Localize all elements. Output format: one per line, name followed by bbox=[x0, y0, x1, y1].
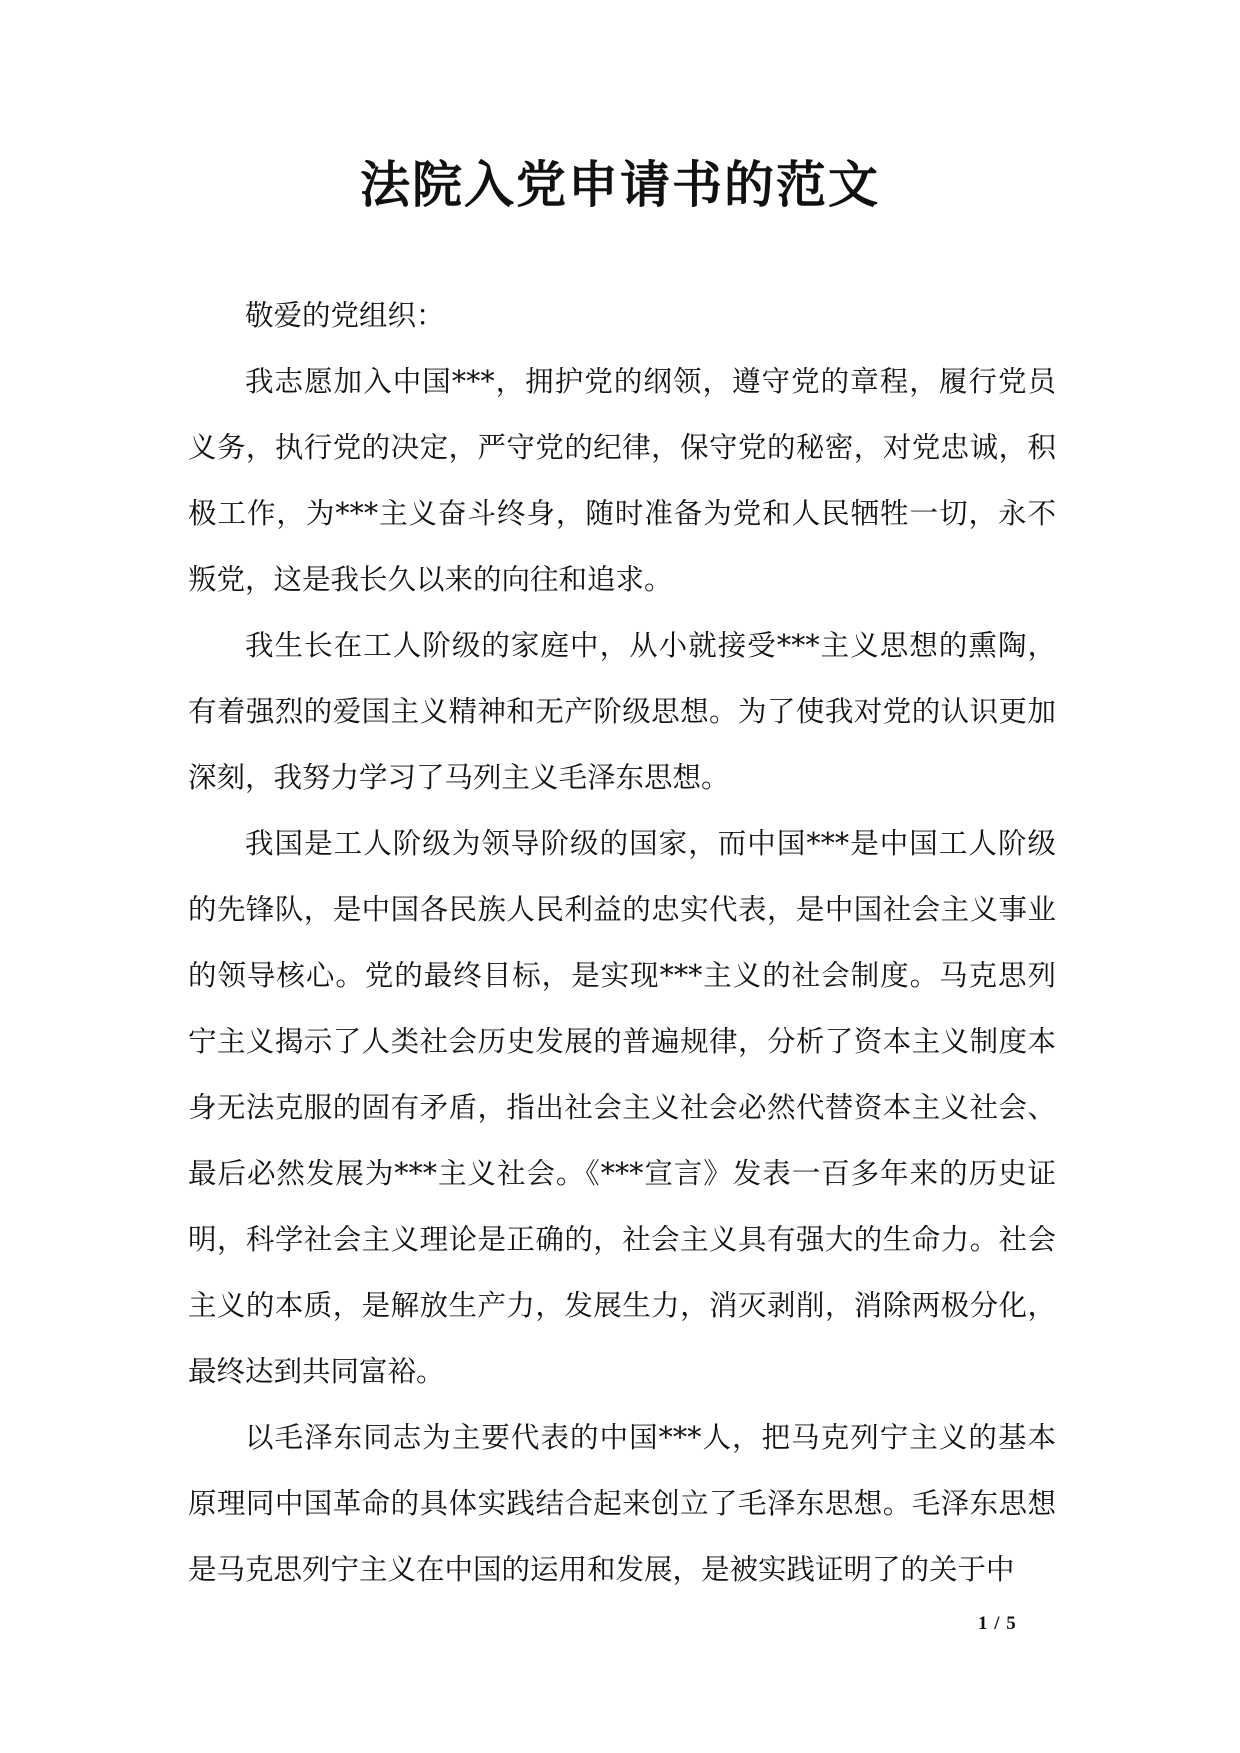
paragraph-3: 我国是工人阶级为领导阶级的国家，而中国***是中国工人阶级的先锋队，是中国各民族人民利益的忠实代表，是中国社会主义事业的领导核心。党的最终目标，是实现***主义的社会制度。马克思列宁主义揭示了人类社会历史发展的普遍规律，分析了资本主义制度本身无法克服的固有矛盾，指出社会主义社会必然代替资本主义社会、最后必然发展为***主义社会。《***宣言》发表一百多年来的历史证明，科学社会主义理论是正确的，社会主义具有强大的生命力。社会主义的本质，是解放生产力，发展生力，消灭剥削，消除两极分化，最终达到共同富裕。 bbox=[188, 827, 1056, 1388]
paragraph-4: 以毛泽东同志为主要代表的中国***人，把马克列宁主义的基本原理同中国革命的具体实践结合起来创立了毛泽东思想。毛泽东思想是马克思列宁主义在中国的运用和发展，是被实践证明了的关于中 bbox=[188, 1421, 1056, 1586]
salutation: 敬爱的党组织： bbox=[245, 299, 445, 332]
paragraph-2: 我生长在工人阶级的家庭中，从小就接受***主义思想的熏陶，有着强烈的爱国主义精神和无产阶级思想。为了使我对党的认识更加深刻，我努力学习了马列主义毛泽东思想。 bbox=[188, 629, 1056, 794]
document-body bbox=[188, 283, 1056, 1603]
page-number: 1 / 5 bbox=[978, 1613, 1017, 1634]
paragraph-1: 我志愿加入中国***，拥护党的纲领，遵守党的章程，履行党员义务，执行党的决定，严守党的纪律，保守党的秘密，对党忠诚，积极工作，为***主义奋斗终身，随时准备为党和人民牺牲一切，永不叛党，这是我长久以来的向往和追求。 bbox=[188, 365, 1056, 596]
document-title: 法院入党申请书的范文 bbox=[360, 155, 880, 214]
